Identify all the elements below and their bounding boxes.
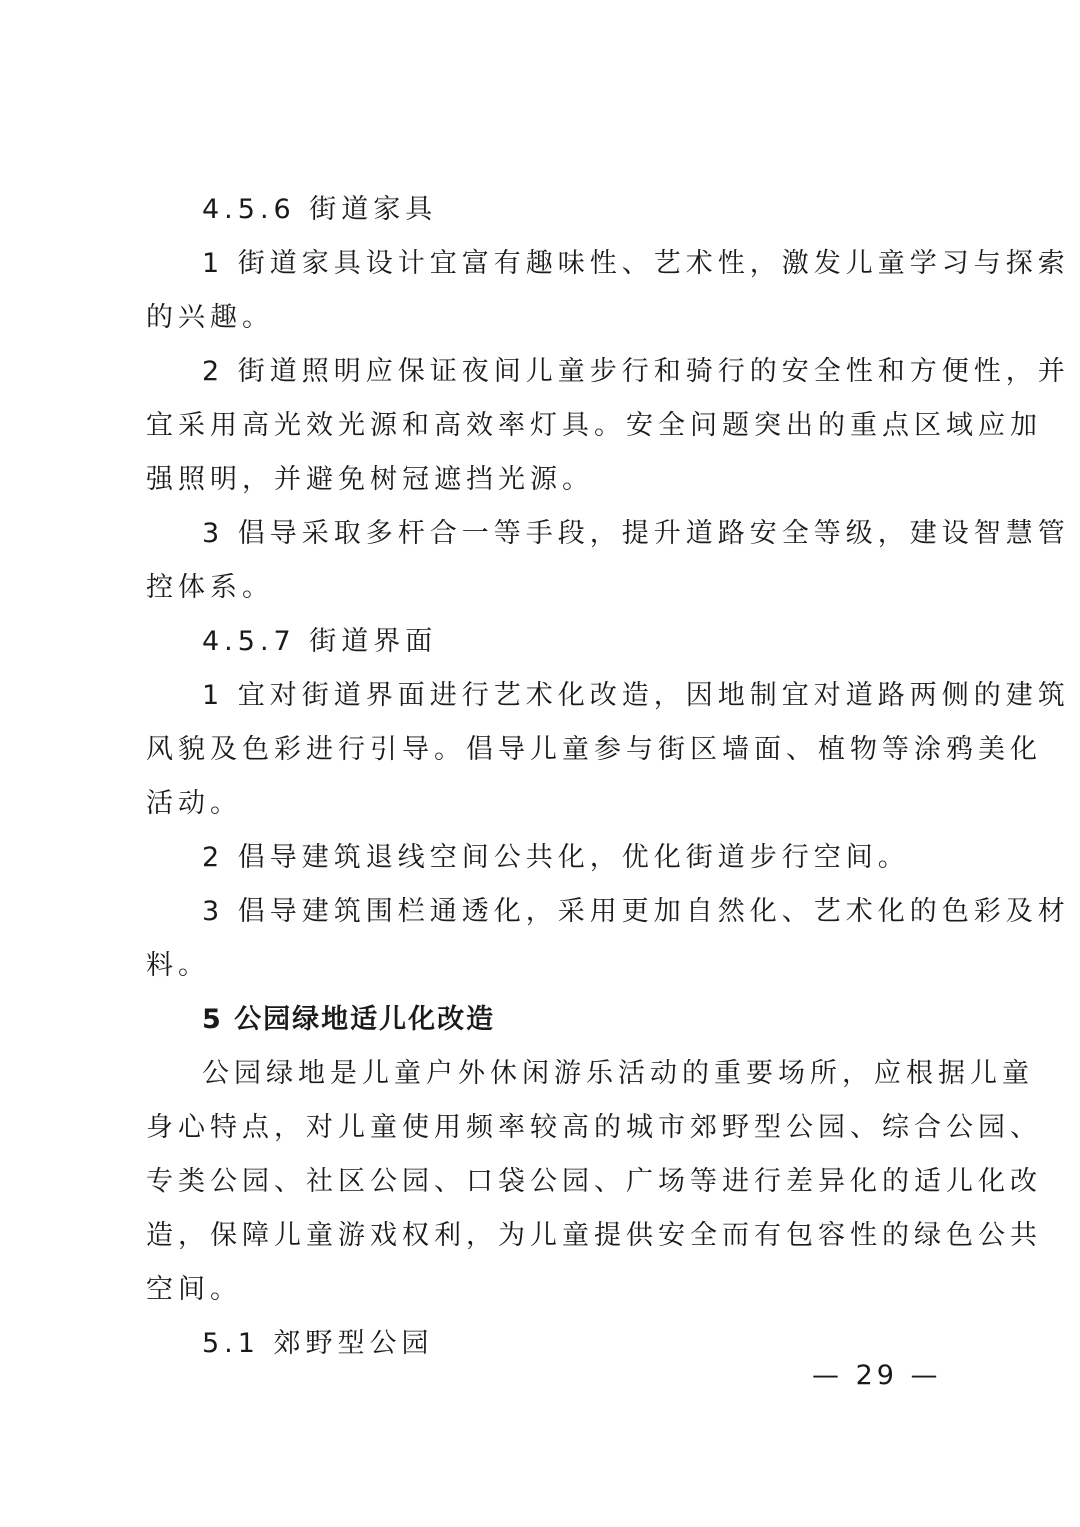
paragraph-line: 料。 <box>146 950 210 981</box>
paragraph-line: 专类公园、社区公园、口袋公园、广场等进行差异化的适儿化改 <box>146 1166 1042 1197</box>
paragraph-line: 强照明，并避免树冠遮挡光源。 <box>146 464 594 495</box>
page-number: — 29 — <box>812 1360 942 1391</box>
chapter-heading: 5 公园绿地适儿化改造 <box>202 1004 496 1035</box>
document-body <box>146 183 1070 1371</box>
section-heading: 4.5.6 街道家具 <box>202 194 438 225</box>
paragraph-line: 的兴趣。 <box>146 302 274 333</box>
paragraph-line: 造，保障儿童游戏权利，为儿童提供安全而有包容性的绿色公共 <box>146 1220 1042 1251</box>
paragraph-line: 3 倡导采取多杆合一等手段，提升道路安全等级，建设智慧管 <box>202 518 1070 549</box>
section-heading: 5.1 郊野型公园 <box>202 1328 434 1359</box>
paragraph-line: 公园绿地是儿童户外休闲游乐活动的重要场所，应根据儿童 <box>202 1058 1034 1089</box>
paragraph-line: 控体系。 <box>146 572 274 603</box>
paragraph-line: 活动。 <box>146 788 242 819</box>
paragraph-line: 宜采用高光效光源和高效率灯具。安全问题突出的重点区域应加 <box>146 410 1042 441</box>
paragraph-line: 3 倡导建筑围栏通透化，采用更加自然化、艺术化的色彩及材 <box>202 896 1070 927</box>
paragraph-line: 2 街道照明应保证夜间儿童步行和骑行的安全性和方便性，并 <box>202 356 1070 387</box>
paragraph-line: 空间。 <box>146 1274 242 1305</box>
paragraph-line: 1 街道家具设计宜富有趣味性、艺术性，激发儿童学习与探索 <box>202 248 1070 279</box>
paragraph-line: 1 宜对街道界面进行艺术化改造，因地制宜对道路两侧的建筑 <box>202 680 1070 711</box>
paragraph-line: 身心特点，对儿童使用频率较高的城市郊野型公园、综合公园、 <box>146 1112 1042 1143</box>
section-heading: 4.5.7 街道界面 <box>202 626 438 657</box>
paragraph-line: 风貌及色彩进行引导。倡导儿童参与街区墙面、植物等涂鸦美化 <box>146 734 1042 765</box>
paragraph-line: 2 倡导建筑退线空间公共化，优化街道步行空间。 <box>202 842 910 873</box>
